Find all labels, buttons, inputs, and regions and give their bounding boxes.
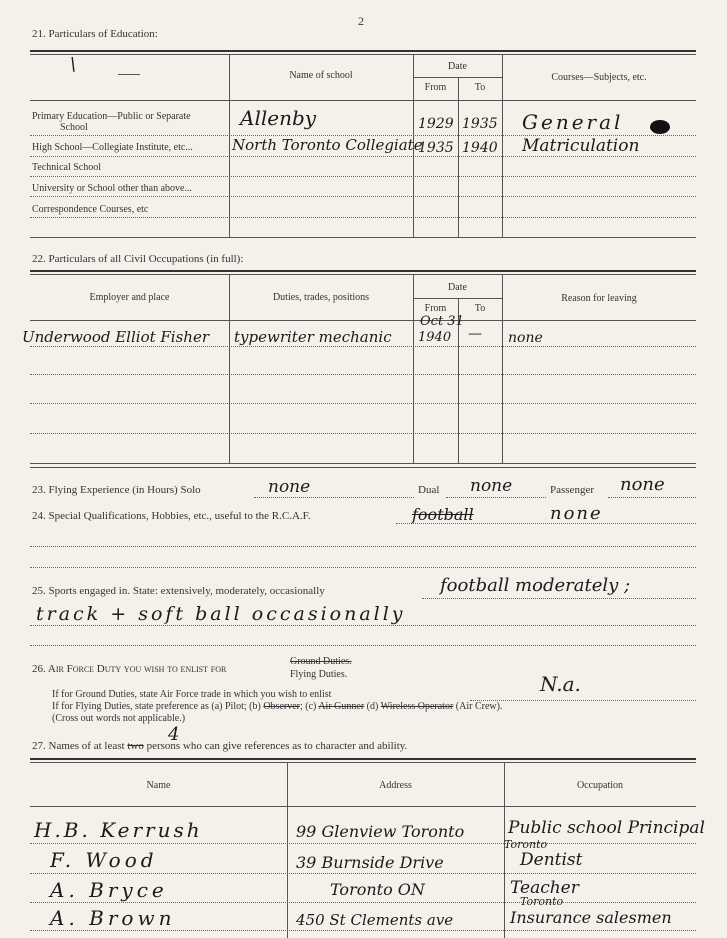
flying-dual: none: [470, 476, 513, 496]
ground-trade-value: N.a.: [540, 672, 581, 696]
header-duties: Duties, trades, positions: [272, 292, 370, 303]
ref-occupation-3: Teacher: [510, 878, 579, 898]
flying-pref-label: If for Flying Duties, state preference as (a) Pilot; (b): [52, 701, 261, 712]
flying-passenger-label: Passenger: [550, 484, 594, 496]
occ-from-year: 1940: [418, 330, 452, 345]
edu-school-primary: Allenby: [240, 106, 317, 130]
occ-reason: none: [508, 330, 543, 346]
special-struck: football: [412, 505, 474, 524]
airforce-ground: Ground Duties.: [290, 656, 352, 667]
ref-occupation-4: Insurance salesmen: [510, 908, 672, 927]
header-to: To: [474, 82, 486, 93]
sports-line2: track + soft ball occasionally: [36, 603, 406, 625]
occupations-section-title: 22. Particulars of all Civil Occupations (in full):: [32, 253, 244, 265]
ref-occupation-2: Dentist: [520, 850, 583, 870]
occ-from-date: Oct 31: [420, 314, 464, 329]
edu-from-primary: 1929: [418, 116, 454, 132]
observer-option: Observer: [263, 701, 300, 712]
education-section-title: 21. Particulars of Education:: [32, 28, 158, 40]
airforce-flying: Flying Duties.: [290, 669, 348, 680]
ref-address-4: 450 St Clements ave: [296, 911, 454, 929]
flying-dual-label: Dual: [418, 484, 440, 496]
ref-address-3: Toronto ON: [330, 880, 425, 899]
header-ref-name: Name: [146, 780, 171, 791]
edu-label-high: High School—Collegiate Institute, etc...: [32, 142, 193, 153]
edu-label-technical: Technical School: [32, 162, 101, 173]
edu-label-university: University or School other than above...: [32, 183, 192, 194]
flying-pref-line: [52, 701, 502, 712]
ref-address-1: 99 Glenview Toronto: [296, 822, 465, 841]
air-gunner-option: Air Gunner: [318, 701, 365, 712]
ref-occupation-1: Public school Principal: [508, 818, 705, 838]
flying-passenger: none: [620, 474, 665, 495]
sports-line1: football moderately ;: [440, 575, 631, 596]
header-date: Date: [448, 61, 467, 72]
edu-courses-primary: General: [522, 110, 624, 134]
special-label: 24. Special Qualifications, Hobbies, etc., useful to the R.C.A.F.: [32, 510, 311, 522]
header-courses: Courses—Subjects, etc.: [551, 72, 647, 83]
occ-duties: typewriter mechanic: [234, 328, 392, 346]
references-count: 4: [168, 724, 180, 745]
sports-label: 25. Sports engaged in. State: extensively, moderately, occasionally: [32, 585, 325, 597]
edu-school-high: North Toronto Collegiate: [232, 136, 423, 154]
references-label: [32, 740, 407, 752]
references-struck-count: two: [127, 740, 144, 752]
edu-label-correspondence: Correspondence Courses, etc: [32, 204, 149, 215]
header-occ-date: Date: [448, 282, 467, 293]
ref-address-note-2: Toronto: [504, 838, 548, 851]
page-number: 2: [358, 14, 364, 28]
header-ref-address: Address: [379, 780, 412, 791]
aircrew-option: (Air Crew).: [455, 701, 503, 712]
wireless-prefix: (d): [366, 701, 379, 712]
header-occ-from: From: [424, 303, 447, 314]
occ-employer: Underwood Elliot Fisher: [22, 328, 210, 346]
edu-from-high: 1935: [418, 140, 454, 156]
air-gunner-prefix: ; (c): [299, 701, 317, 712]
ref-name-1: H.B. Kerrush: [34, 818, 203, 842]
flying-solo: none: [268, 477, 311, 497]
header-school-name: Name of school: [289, 70, 353, 81]
ref-name-4: A. Brown: [50, 906, 176, 930]
edu-to-high: 1940: [462, 140, 498, 156]
edu-label-primary-2: School: [60, 122, 88, 133]
flying-label: 23. Flying Experience (in Hours) Solo: [32, 484, 201, 496]
ref-name-2: F. Wood: [50, 848, 158, 872]
edu-label-primary: Primary Education—Public or Separate: [32, 111, 191, 122]
ground-trade-label: If for Ground Duties, state Air Force trade in which you wish to enlist: [52, 689, 332, 700]
edu-courses-high: Matriculation: [522, 136, 640, 156]
special-value: none: [550, 503, 603, 524]
header-ref-occupation: Occupation: [576, 780, 624, 791]
corner-mark: \: [70, 54, 77, 75]
references-label-pre: 27. Names of at least: [32, 740, 125, 752]
references-label-post: persons who can give references as to character and ability.: [146, 740, 408, 752]
ink-blot: [650, 120, 670, 134]
header-reason: Reason for leaving: [561, 293, 637, 304]
cross-out-note: (Cross out words not applicable.): [52, 713, 186, 724]
ref-address-note-4: Toronto: [520, 895, 564, 908]
occ-to: —: [468, 326, 482, 342]
ref-name-3: A. Bryce: [50, 878, 168, 902]
header-from: From: [424, 82, 447, 93]
airforce-label: 26. Air Force Duty you wish to enlist for: [32, 663, 227, 675]
header-occ-to: To: [474, 303, 486, 314]
edu-to-primary: 1935: [462, 116, 498, 132]
ref-address-2: 39 Burnside Drive: [296, 853, 444, 872]
wireless-option: Wireless Operator: [380, 701, 454, 712]
header-employer: Employer and place: [89, 292, 170, 303]
